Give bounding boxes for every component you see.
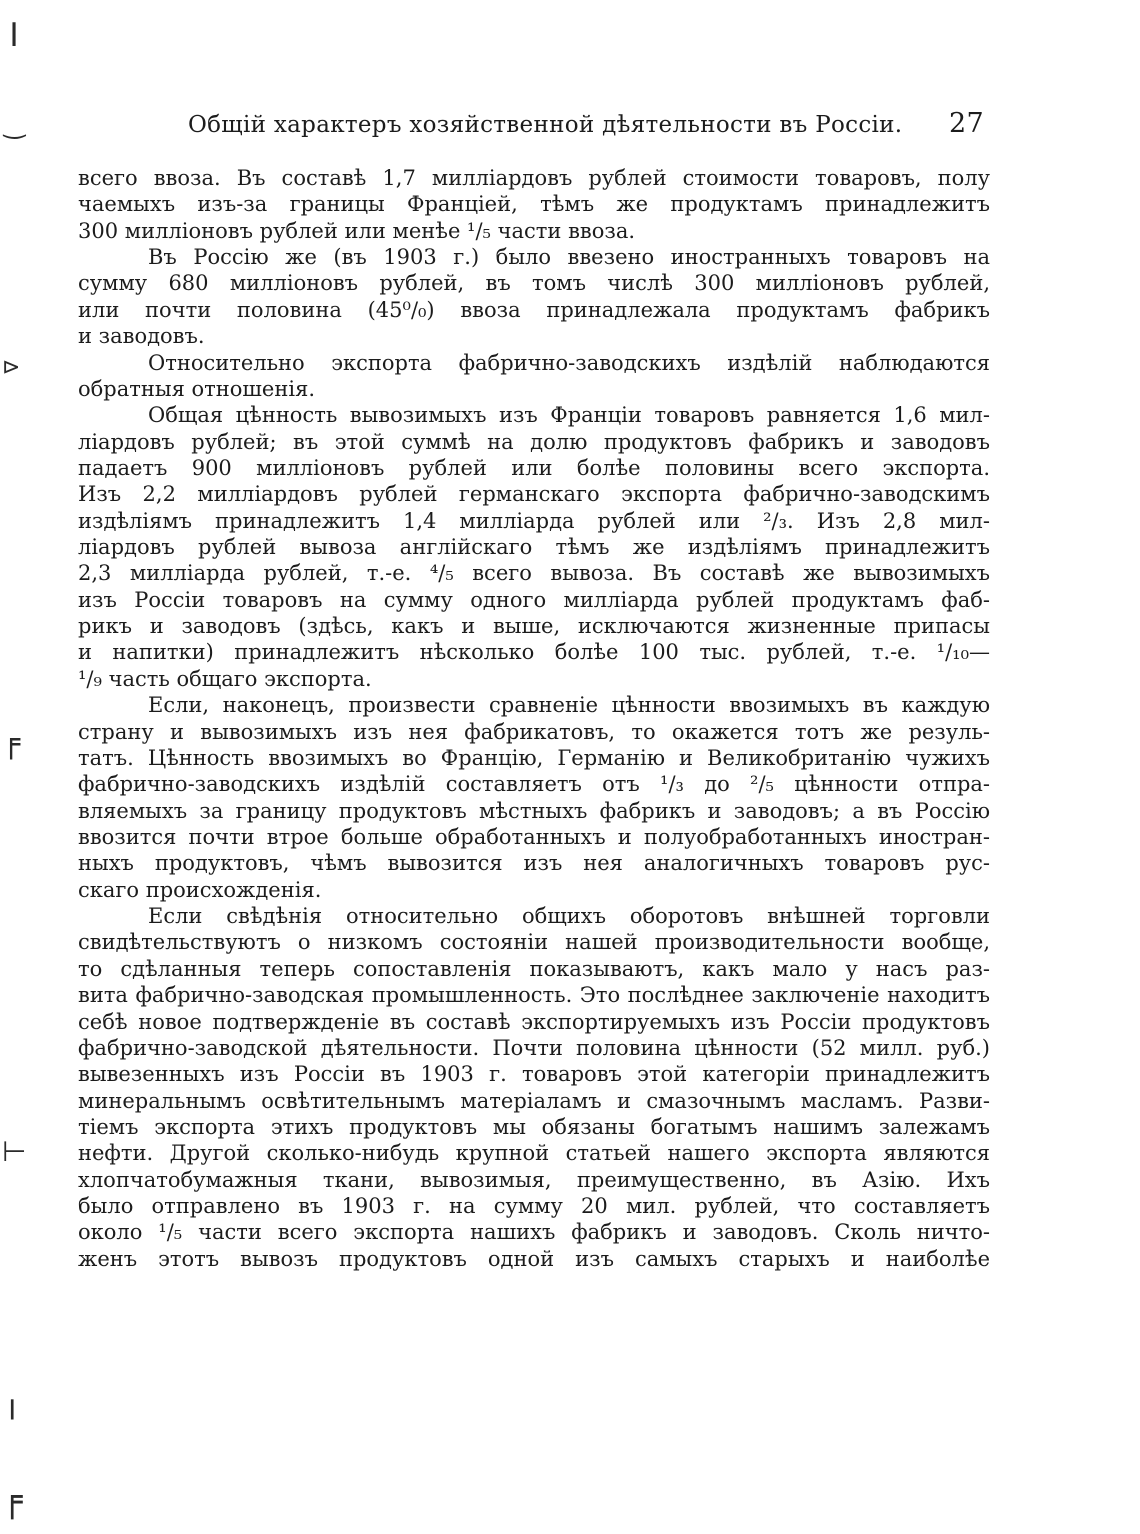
text-line: ныхъ продуктовъ, чѣмъ вывозится изъ нея аналогичныхъ товаровъ рус- <box>78 851 990 876</box>
paragraph <box>78 350 990 403</box>
text-line: всего ввоза. Въ составѣ 1,7 милліардовъ рублей стоимости товаровъ, полу <box>78 166 990 190</box>
text-line: 300 милліоновъ рублей или менѣе ¹/₅ части ввоза. <box>78 218 636 243</box>
text-line: или почти половина (45⁰/₀) ввоза принадлежала продуктамъ фабрикъ <box>78 297 990 322</box>
text-line: свидѣтельствуютъ о низкомъ состояніи нашей производительности вообще, <box>78 930 990 955</box>
running-header <box>188 110 988 146</box>
margin-mark: ⊢ <box>2 1135 27 1168</box>
text-line: 2,3 милліарда рублей, т.-е. ⁴/₅ всего вывоза. Въ составѣ же вывозимыхъ <box>78 561 990 586</box>
text-line: ліардовъ рублей вывоза англійскаго тѣмъ же издѣліямъ принадлежитъ <box>78 535 990 560</box>
margin-mark: ╷ <box>2 1380 23 1420</box>
text-line: сумму 680 милліоновъ рублей, въ томъ числѣ 300 милліоновъ рублей, <box>78 271 990 296</box>
margin-mark: ⊳ <box>2 355 21 380</box>
paragraph <box>78 165 990 244</box>
margin-mark: ╷ <box>2 0 27 46</box>
text-line: Общая цѣнность вывозимыхъ изъ Франціи товаровъ равняется 1,6 мил- <box>148 403 990 428</box>
text-line: Въ Россію же (въ 1903 г.) было ввезено иностранныхъ товаровъ на <box>148 245 990 270</box>
body-text <box>78 165 990 1272</box>
text-line: падаетъ 900 милліоновъ рублей или болѣе половины всего экспорта. <box>78 455 990 480</box>
text-line: и напитки) принадлежитъ нѣсколько болѣе 100 тыс. рублей, т.-е. ¹/₁₀— <box>78 640 990 665</box>
text-line: Относительно экспорта фабрично-заводскихъ издѣлій наблюдаются <box>148 350 990 375</box>
text-line: изъ Россіи товаровъ на сумму одного милліарда рублей продуктамъ фаб- <box>78 587 990 612</box>
running-title: Общій характеръ хозяйственной дѣятельности въ Россіи. <box>188 112 903 138</box>
text-line: вляемыхъ за границу продуктовъ мѣстныхъ фабрикъ и заводовъ; а въ Россію <box>78 798 990 823</box>
paragraph <box>78 692 990 903</box>
paragraph <box>78 244 990 349</box>
text-line: хлопчатобумажныя ткани, вывозимыя, преимущественно, въ Азію. Ихъ <box>78 1167 990 1192</box>
text-line: чаемыхъ изъ-за границы Франціей, тѣмъ же продуктамъ принадлежитъ <box>78 192 990 217</box>
text-line: вывезенныхъ изъ Россіи въ 1903 г. товаровъ этой категоріи принадлежитъ <box>78 1062 990 1087</box>
text-line: себѣ новое подтвержденіе въ составѣ экспортируемыхъ изъ Россіи продуктовъ <box>78 1009 990 1034</box>
text-line: скаго происхожденія. <box>78 877 322 902</box>
text-line: Изъ 2,2 милліардовъ рублей германскаго экспорта фабрично-заводскимъ <box>78 482 990 507</box>
text-line: татъ. Цѣнность ввозимыхъ во Францію, Германію и Великобританію чужихъ <box>78 745 990 770</box>
page-number: 27 <box>949 108 984 139</box>
text-line: ввозится почти втрое больше обработанныхъ и полуобработанныхъ иностран- <box>78 824 990 849</box>
text-line: Если, наконецъ, произвести сравненіе цѣнности ввозимыхъ въ каждую <box>148 693 990 718</box>
text-line: нефти. Другой сколько-нибудь крупной статьей нашего экспорта являются <box>78 1141 990 1166</box>
margin-mark: ╒ <box>2 725 21 760</box>
text-line: минеральнымъ освѣтительнымъ матеріаламъ и смазочнымъ масламъ. Разви- <box>78 1088 990 1113</box>
text-line: рикъ и заводовъ (здѣсь, какъ и выше, исключаются жизненные припасы <box>78 614 990 639</box>
text-line: около ¹/₅ части всего экспорта нашихъ фабрикъ и заводовъ. Сколь ничто- <box>78 1220 990 1245</box>
text-line: фабрично-заводской дѣятельности. Почти половина цѣнности (52 милл. руб.) <box>78 1035 990 1060</box>
text-line: тіемъ экспорта этихъ продуктовъ мы обязаны богатымъ нашимъ залежамъ <box>78 1114 990 1139</box>
text-line: ліардовъ рублей; въ этой суммѣ на долю продуктовъ фабрикъ и заводовъ <box>78 429 990 454</box>
margin-mark: ╒ <box>2 1480 23 1520</box>
margin-mark: ‿ <box>4 110 25 140</box>
paragraph <box>78 402 990 692</box>
text-line: то сдѣланныя теперь сопоставленія показываютъ, какъ мало у насъ раз- <box>78 956 990 981</box>
text-line: было отправлено въ 1903 г. на сумму 20 мил. рублей, что составляетъ <box>78 1194 990 1219</box>
paragraph <box>78 903 990 1272</box>
text-line: фабрично-заводскихъ издѣлій составляетъ отъ ¹/₃ до ²/₅ цѣнности отпра- <box>78 772 990 797</box>
text-line: обратныя отношенія. <box>78 376 315 401</box>
text-line: вита фабрично-заводская промышленность. Это послѣднее заключеніе находитъ <box>78 983 990 1008</box>
text-line: женъ этотъ вывозъ продуктовъ одной изъ самыхъ старыхъ и наиболѣе <box>78 1246 990 1271</box>
text-line: издѣліямъ принадлежитъ 1,4 милліарда рублей или ²/₃. Изъ 2,8 мил- <box>78 508 990 533</box>
text-line: ¹/₉ часть общаго экспорта. <box>78 666 372 691</box>
text-line: и заводовъ. <box>78 324 205 349</box>
text-line: страну и вывозимыхъ изъ нея фабрикатовъ, то окажется тотъ же резуль- <box>78 719 990 744</box>
text-line: Если свѣдѣнія относительно общихъ оборотовъ внѣшней торговли <box>148 904 990 929</box>
